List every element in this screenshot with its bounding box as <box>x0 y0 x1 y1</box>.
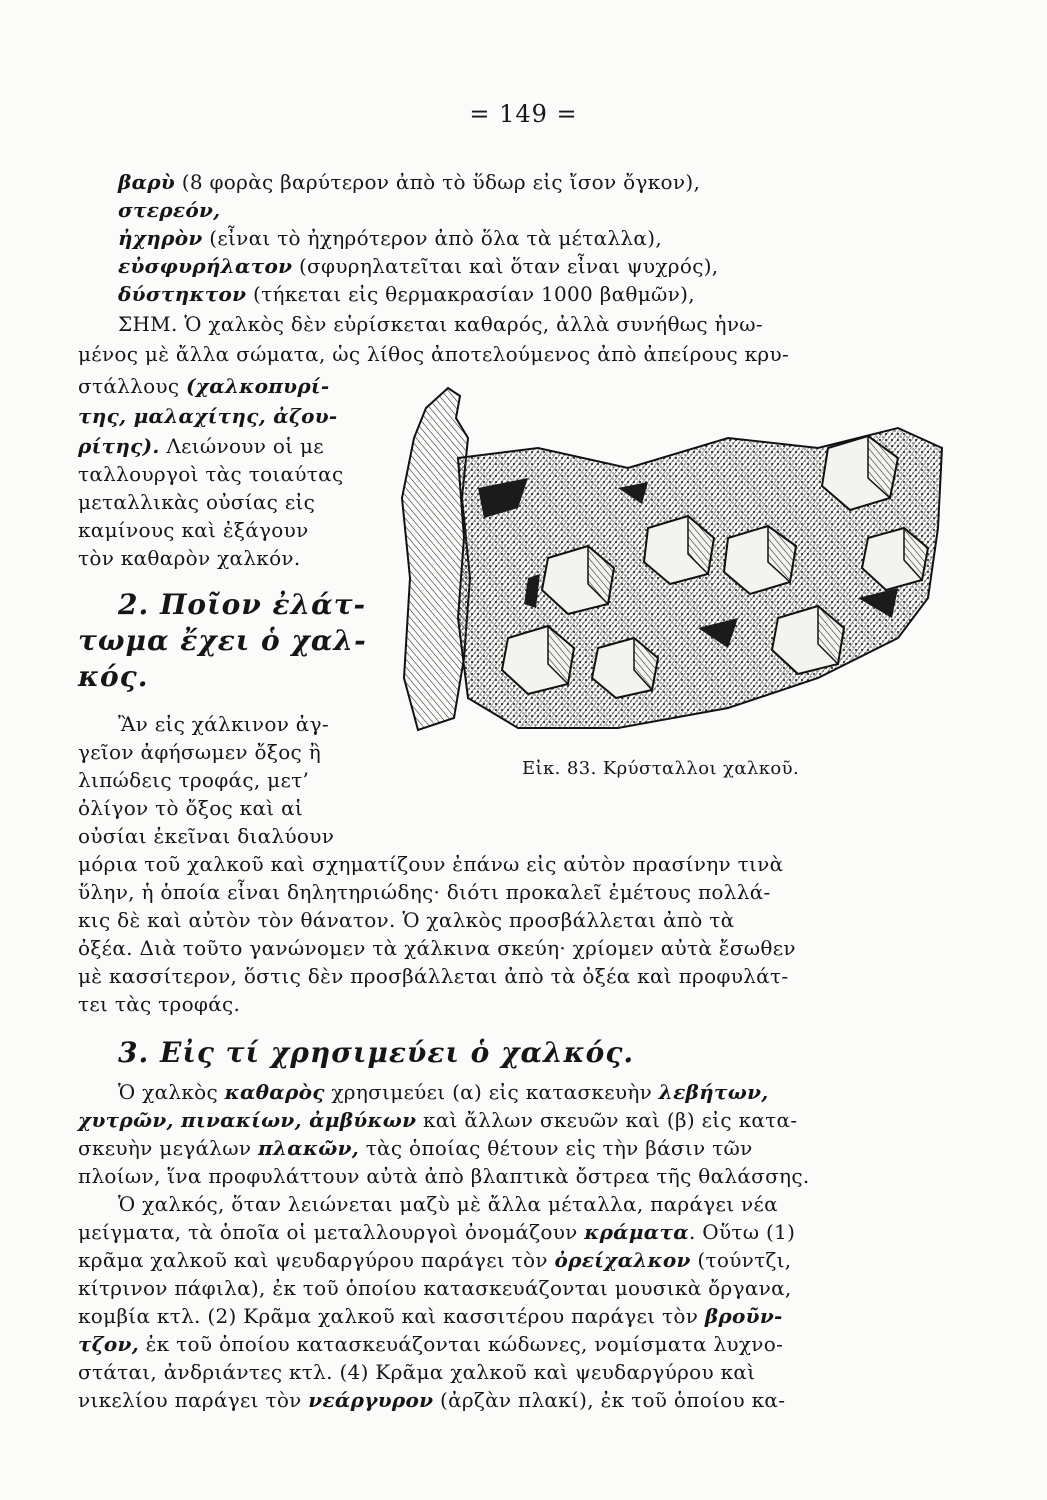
text-run: κίτρινον πάφιλα), ἐκ τοῦ ὁποίου κατασκευάζονται μουσικὰ ὄργανα, <box>78 1276 792 1300</box>
bold-term: πλακῶν, <box>258 1136 360 1160</box>
text-run: τει τὰς τροφάς. <box>78 992 241 1016</box>
text-run: στάλλους <box>78 374 187 398</box>
text-run: μείγματα, τὰ ὁποῖα οἱ μεταλλουργοὶ ὀνομάζουν <box>78 1220 585 1244</box>
text-line <box>78 432 324 460</box>
text-run: Ὁ χαλκὸς <box>118 1080 225 1104</box>
bold-term: δύστηκτον <box>118 282 247 306</box>
text-run: τὰς ὁποίας θέτουν εἰς τὴν βάσιν τῶν <box>359 1136 753 1160</box>
text-run: Λειώνουν οἱ με <box>159 434 324 458</box>
text-run: (σφυρηλατεῖται καὶ ὅταν εἶναι ψυχρός), <box>292 254 719 278</box>
bold-term: ὀρείχαλκον <box>554 1248 691 1272</box>
text-run: ὀξέα. Διὰ τοῦτο γανώνομεν τὰ χάλκινα σκεύη· χρίομεν αὐτὰ ἔσωθεν <box>78 936 796 960</box>
text-line <box>78 794 303 822</box>
text-run: οὐσίαι ἐκεῖναι διαλύουν <box>78 824 335 848</box>
figure-caption: Εἰκ. 83. Κρύσταλλοι χαλκοῦ. <box>522 758 800 779</box>
section-heading-2-line3: κός. <box>78 660 149 693</box>
text-line <box>78 544 301 572</box>
page-number: = 149 = <box>469 100 578 128</box>
text-line <box>78 1330 783 1358</box>
text-run: μὲ κασσίτερον, ὅστις δὲν προσβάλλεται ἀπὸ τὰ ὀξέα καὶ προφυλάτ- <box>78 964 789 988</box>
text-run: στάται, ἀνδριάντες κτλ. (4) Κρᾶμα χαλκοῦ καὶ ψευδαργύρου καὶ <box>78 1360 756 1384</box>
text-run: (τήκεται εἰς θερμακρασίαν 1000 βαθμῶν), <box>246 282 695 306</box>
text-line <box>118 310 763 338</box>
text-line <box>78 1246 791 1274</box>
text-line <box>78 962 788 990</box>
text-line <box>78 1106 797 1134</box>
text-run: μένος μὲ ἄλλα σώματα, ὡς λίθος ἀποτελούμενος ἀπὸ ἀπείρους κρυ- <box>78 342 790 366</box>
text-run: χρησιμεύει (α) εἰς κατασκευὴν <box>324 1080 659 1104</box>
bold-term: νεάργυρον <box>308 1388 434 1412</box>
text-line <box>78 372 330 400</box>
text-line <box>118 224 662 252</box>
section-heading-2-line1: 2. Ποῖον ἐλάτ- <box>118 588 367 621</box>
bold-term: κράματα <box>584 1220 689 1244</box>
text-run: γεῖον ἀφήσωμεν ὄξος ἢ <box>78 740 321 764</box>
text-line <box>118 710 329 738</box>
bold-term: ἠχηρὸν <box>118 226 203 250</box>
text-run: ὀλίγον τὸ ὄξος καὶ αἱ <box>78 796 304 820</box>
text-line <box>118 252 718 280</box>
text-run: μεταλλικὰς οὐσίας εἰς <box>78 490 316 514</box>
text-line <box>78 1274 792 1302</box>
text-line <box>118 196 220 224</box>
text-line <box>78 488 315 516</box>
bold-term: (χαλκοπυρί- <box>186 374 330 398</box>
text-run: τὸν καθαρὸν χαλκόν. <box>78 546 301 570</box>
bold-term: ρίτης). <box>78 434 160 458</box>
section-heading-2-line2: τωμα ἔχει ὁ χαλ- <box>78 624 367 657</box>
text-line <box>78 1162 810 1190</box>
text-run: ὕλην, ἡ ὁποία εἶναι δηλητηριώδης· διότι προκαλεῖ ἐμέτους πολλά- <box>78 880 771 904</box>
text-run: κρᾶμα χαλκοῦ καὶ ψευδαργύρου παράγει τὸν <box>78 1248 555 1272</box>
bold-term: καθαρὸς <box>224 1080 325 1104</box>
text-line <box>78 906 734 934</box>
text-line <box>118 1190 778 1218</box>
text-run: καὶ ἄλλων σκευῶν καὶ (β) εἰς κατα- <box>416 1108 798 1132</box>
text-line <box>78 1386 785 1414</box>
text-line <box>118 280 695 308</box>
text-run: σκευὴν μεγάλων <box>78 1136 258 1160</box>
text-run: . Οὕτω (1) <box>688 1220 796 1244</box>
bold-term: στερεόν, <box>118 198 221 222</box>
bold-term: εὐσφυρήλατον <box>118 254 293 278</box>
text-run: κομβία κτλ. (2) Κρᾶμα χαλκοῦ καὶ κασσιτέρου παράγει τὸν <box>78 1304 705 1328</box>
text-run: Ὁ χαλκός, ὅταν λειώνεται μαζὺ μὲ ἄλλα μέταλλα, παράγει νέα <box>118 1192 778 1216</box>
text-line <box>78 402 338 430</box>
text-run: λιπώδεις τροφάς, μετ’ <box>78 768 310 792</box>
text-run: Ἂν εἰς χάλκινον ἀγ- <box>118 712 329 736</box>
text-line <box>78 1218 795 1246</box>
text-line <box>78 878 771 906</box>
bold-term: χυτρῶν, πινακίων, ἀμβύκων <box>78 1108 417 1132</box>
section-heading-3: 3. Εἰς τί χρησιμεύει ὁ χαλκός. <box>118 1036 635 1069</box>
crystal-engraving <box>398 378 946 740</box>
text-line <box>78 1302 783 1330</box>
text-run: πλοίων, ἵνα προφυλάττουν αὐτὰ ἀπὸ βλαπτικὰ ὄστρεα τῆς θαλάσσης. <box>78 1164 810 1188</box>
text-run: κις δὲ καὶ αὐτὸν τὸν θάνατον. Ὁ χαλκὸς προσβάλλεται ἀπὸ τὰ <box>78 908 735 932</box>
text-line <box>78 766 309 794</box>
text-run: ἐκ τοῦ ὁποίου κατασκευάζονται κώδωνες, νομίσματα λυχνο- <box>138 1332 784 1356</box>
text-line <box>78 850 783 878</box>
text-line <box>78 934 796 962</box>
text-run: (8 φορὰς βαρύτερον ἀπὸ τὸ ὕδωρ εἰς ἴσον ὄγκον), <box>175 170 701 194</box>
text-line <box>78 516 309 544</box>
text-run: νικελίου παράγει τὸν <box>78 1388 309 1412</box>
text-run: μόρια τοῦ χαλκοῦ καὶ σχηματίζουν ἐπάνω εἰς αὐτὸν πρασίνην τινὰ <box>78 852 784 876</box>
bold-term: βαρὺ <box>118 170 176 194</box>
text-line <box>118 168 830 196</box>
bold-term: της, μαλαχίτης, ἀζου- <box>78 404 338 428</box>
text-line <box>78 460 343 488</box>
bold-term: τζον, <box>78 1332 139 1356</box>
text-line <box>78 1134 753 1162</box>
text-line <box>78 990 240 1018</box>
bold-term: λεβήτων, <box>658 1080 769 1104</box>
text-line <box>78 1358 755 1386</box>
text-run: ΣΗΜ. Ὁ χαλκὸς δὲν εὑρίσκεται καθαρός, ἀλλὰ συνήθως ἡνω- <box>118 312 763 336</box>
text-line <box>78 340 789 368</box>
text-line <box>78 822 334 850</box>
text-run: καμίνους καὶ ἐξάγουν <box>78 518 309 542</box>
text-run: (τούντζι, <box>690 1248 792 1272</box>
copper-crystals-illustration <box>398 378 946 740</box>
text-run: (ἀρζὰν πλακί), ἐκ τοῦ ὁποίου κα- <box>433 1388 786 1412</box>
text-line <box>78 738 321 766</box>
text-run: (εἶναι τὸ ἠχηρότερον ἀπὸ ὅλα τὰ μέταλλα), <box>202 226 662 250</box>
bold-term: βροῦν- <box>704 1304 783 1328</box>
text-run: ταλλουργοὶ τὰς τοιαύτας <box>78 462 344 486</box>
text-line <box>118 1078 769 1106</box>
